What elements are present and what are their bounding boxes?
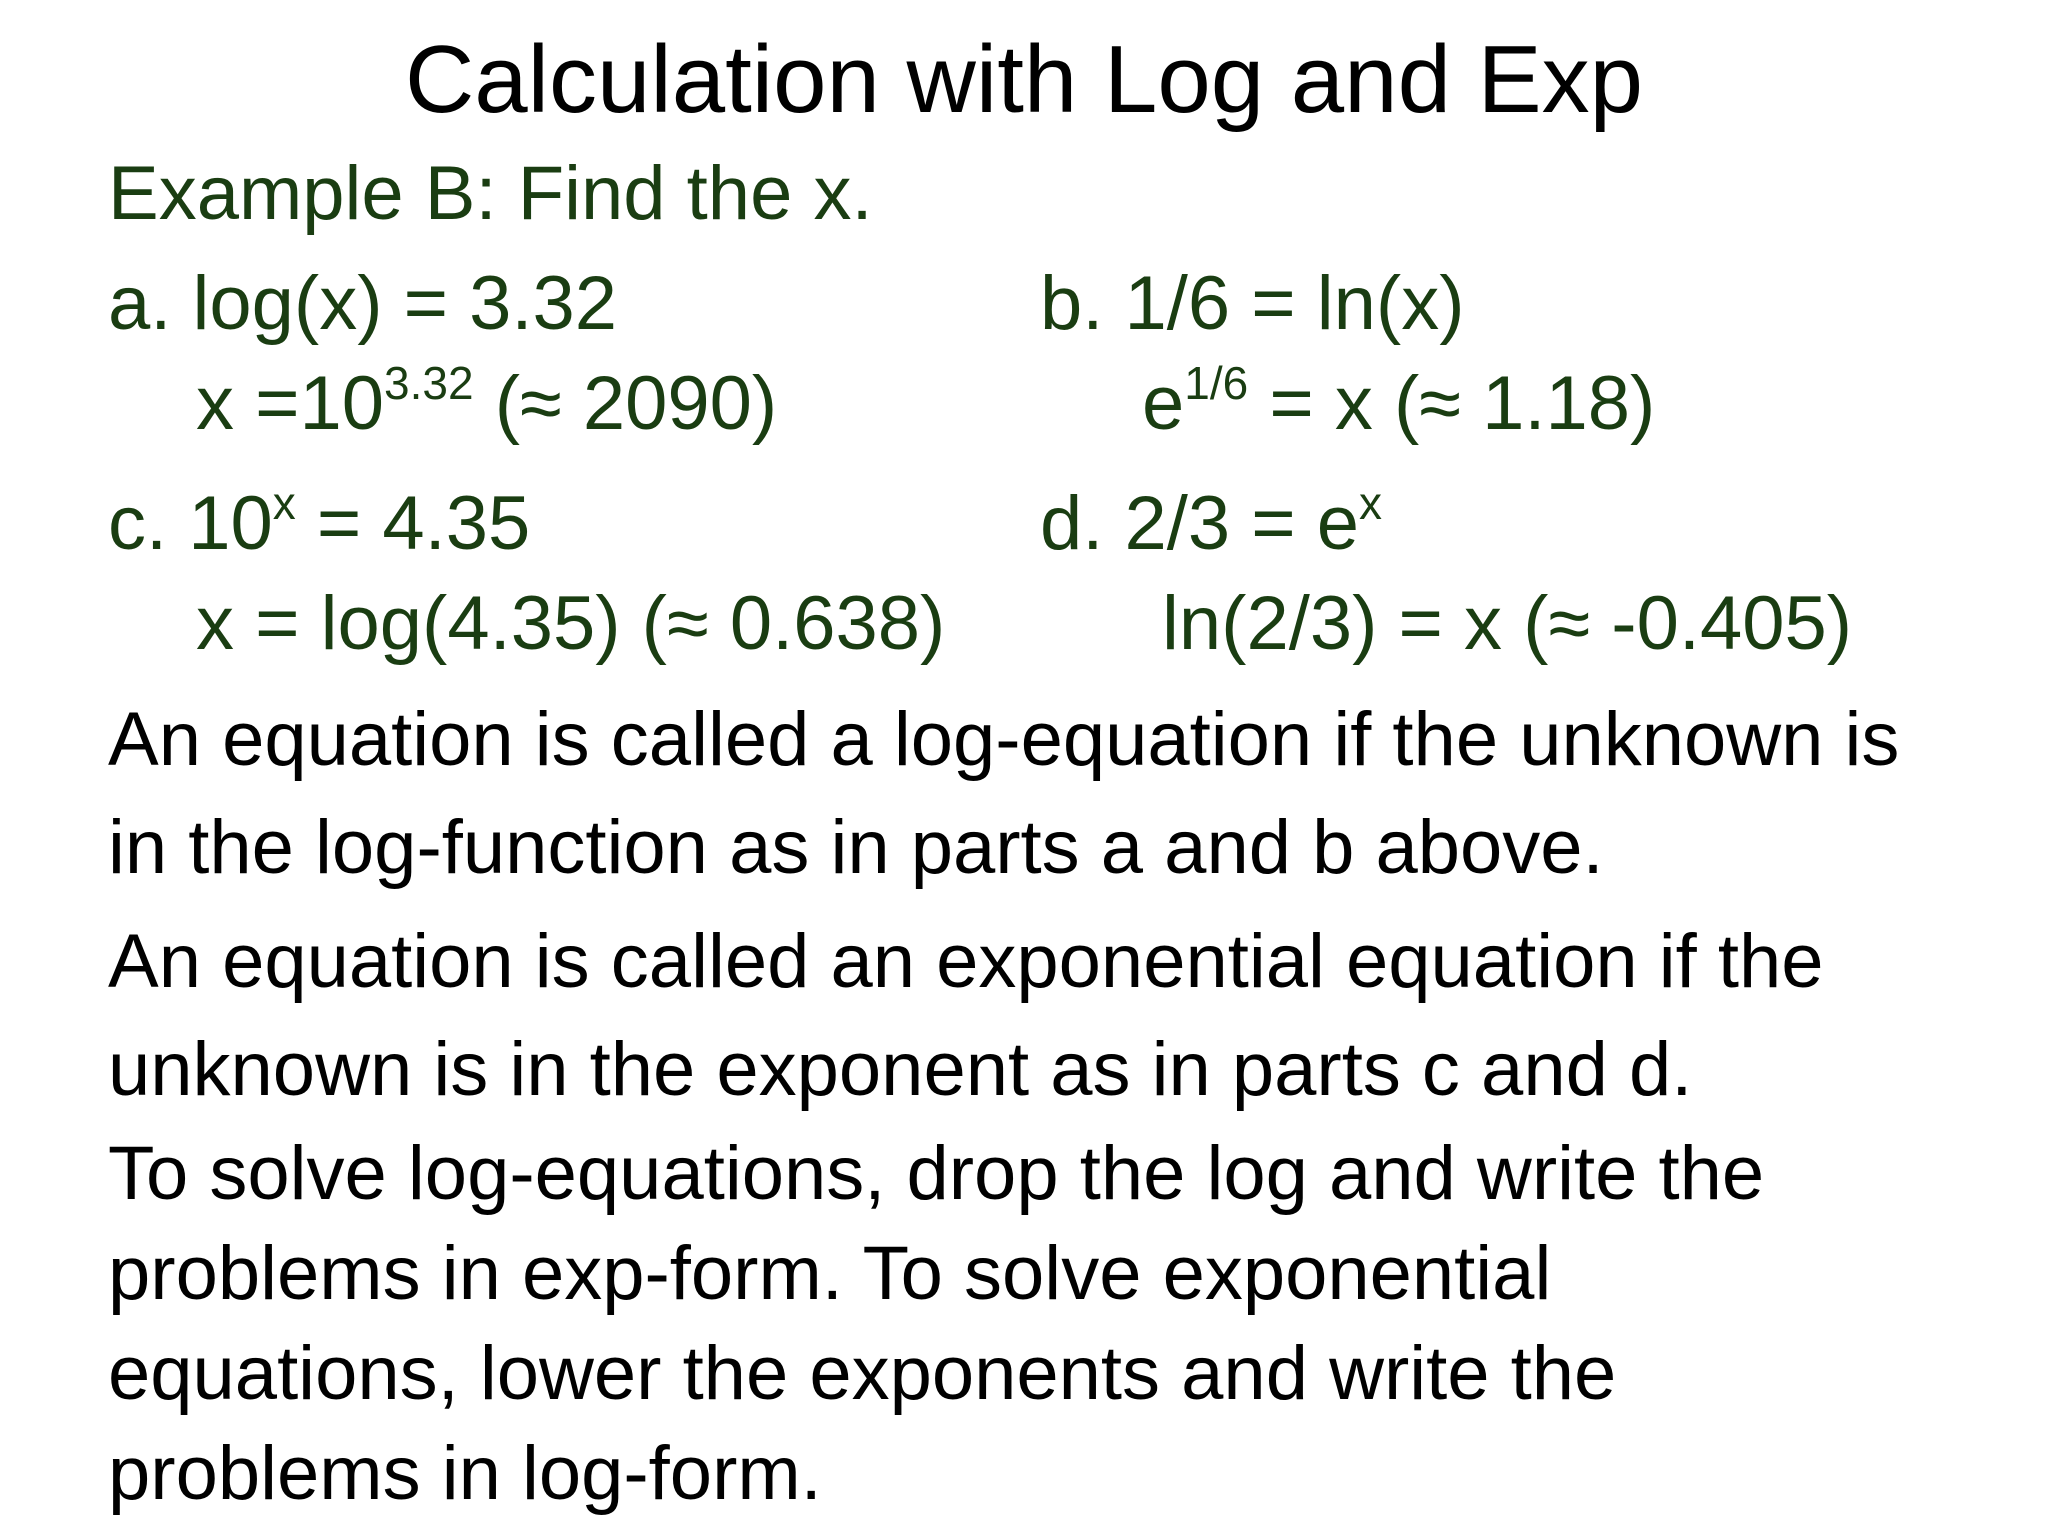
solving-method-line-4: problems in log-form.: [108, 1431, 822, 1516]
part-b-equation: b. 1/6 = ln(x): [1040, 261, 1465, 346]
part-a-solution-base: x =10: [196, 361, 385, 446]
part-d-solution: ln(2/3) = x (≈ -0.405): [1162, 581, 1853, 666]
exp-equation-definition-line-1: An equation is called an exponential equation if the: [108, 919, 1824, 1004]
log-equation-definition-line-1: An equation is called a log-equation if the unknown is: [108, 697, 1900, 782]
part-c-solution: x = log(4.35) (≈ 0.638): [196, 581, 946, 666]
part-a-solution: [196, 356, 777, 461]
part-c-equation-value: = 4.35: [295, 481, 531, 566]
log-equation-definition-line-2: in the log-function as in parts a and b above.: [108, 805, 1604, 890]
solving-method-line-2: problems in exp-form. To solve exponential: [108, 1231, 1552, 1316]
part-b-solution-base: e: [1142, 361, 1185, 446]
solving-method-line-1: To solve log-equations, drop the log and write the: [108, 1131, 1765, 1216]
part-c-equation: [108, 476, 530, 581]
part-a-equation: a. log(x) = 3.32: [108, 261, 618, 346]
part-d-equation-base: d. 2/3 = e: [1040, 481, 1360, 566]
part-b-solution-exponent: 1/6: [1184, 357, 1249, 409]
slide-title: Calculation with Log and Exp: [404, 26, 1644, 133]
part-c-equation-base: c. 10: [108, 481, 273, 566]
part-c-equation-exponent: x: [272, 477, 296, 529]
part-d-equation: [1040, 476, 1382, 581]
exp-equation-definition-line-2: unknown is in the exponent as in parts c and d.: [108, 1027, 1693, 1112]
part-b-solution-approx: = x (≈ 1.18): [1248, 361, 1656, 446]
example-heading: Example B: Find the x.: [108, 151, 873, 236]
part-a-solution-approx: (≈ 2090): [473, 361, 778, 446]
part-a-solution-exponent: 3.32: [384, 357, 474, 409]
part-d-equation-exponent: x: [1359, 477, 1383, 529]
part-b-solution: [1142, 356, 1655, 461]
solving-method-line-3: equations, lower the exponents and write the: [108, 1331, 1617, 1416]
